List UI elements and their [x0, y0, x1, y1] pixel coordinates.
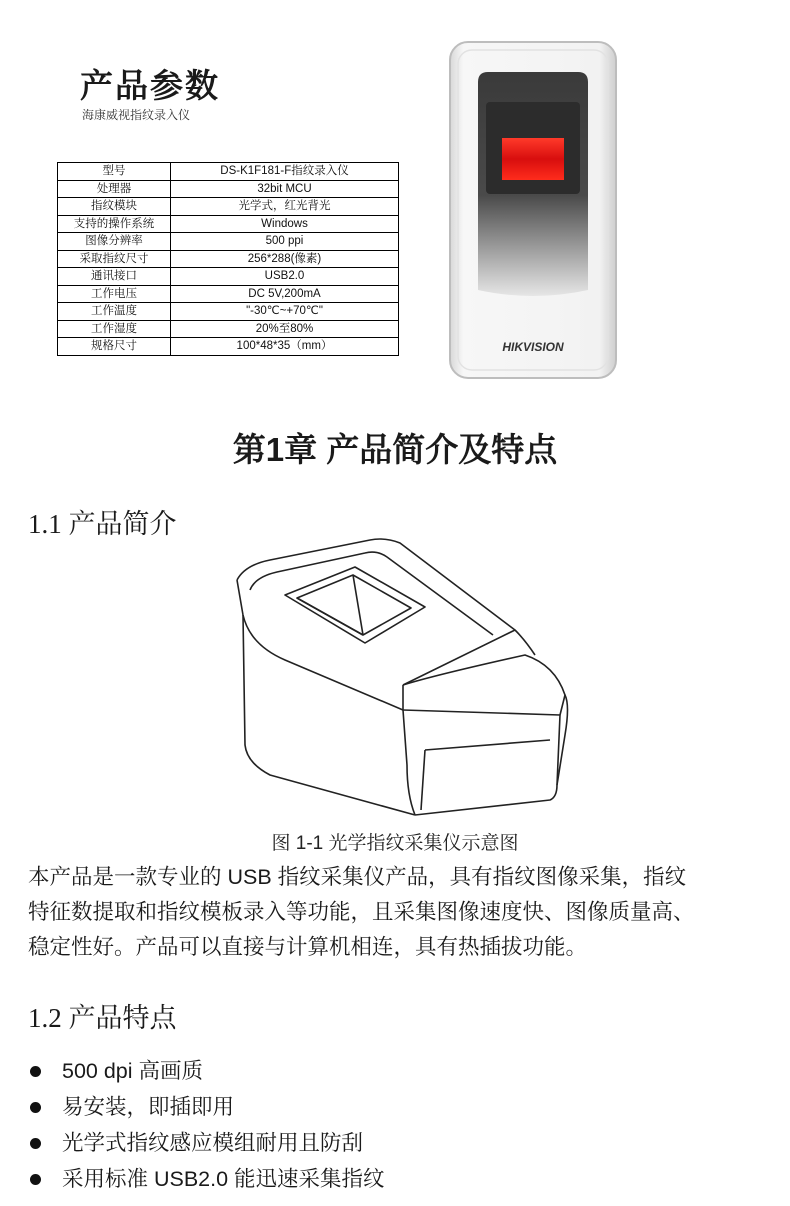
feature-list — [30, 1053, 385, 1197]
spec-value: USB2.0 — [171, 268, 399, 286]
table-row — [58, 198, 399, 216]
spec-value: DC 5V,200mA — [171, 285, 399, 303]
section-number: 1.1 — [28, 509, 62, 539]
feature-text: 500 dpi 高画质 — [62, 1059, 204, 1083]
spec-key: 处理器 — [58, 180, 171, 198]
intro-paragraph — [28, 860, 768, 965]
list-item — [30, 1053, 385, 1089]
feature-text: 光学式指纹感应模组耐用且防刮 — [62, 1131, 364, 1155]
table-row — [58, 268, 399, 286]
table-row — [58, 163, 399, 181]
paragraph-line: 稳定性好。产品可以直接与计算机相连，具有热插拔功能。 — [28, 935, 588, 959]
spec-value: 500 ppi — [171, 233, 399, 251]
feature-text: 易安装，即插即用 — [62, 1095, 235, 1119]
paragraph-line: 本产品是一款专业的 USB 指纹采集仪产品，具有指纹图像采集，指纹 — [28, 865, 687, 889]
spec-key: 规格尺寸 — [58, 338, 171, 356]
figure-caption: 图 1-1 光学指纹采集仪示意图 — [271, 833, 519, 854]
fingerprint-reader-photo — [448, 40, 618, 380]
spec-key: 型号 — [58, 163, 171, 181]
spec-key: 工作电压 — [58, 285, 171, 303]
paragraph-line: 特征数提取和指纹模板录入等功能，且采集图像速度快、图像质量高、 — [28, 900, 695, 924]
spec-key: 通讯接口 — [58, 268, 171, 286]
spec-value: DS-K1F181-F指纹录入仪 — [171, 163, 399, 181]
list-item — [30, 1161, 385, 1197]
table-row — [58, 320, 399, 338]
spec-value: 256*288(像素) — [171, 250, 399, 268]
spec-value: 100*48*35（mm） — [171, 338, 399, 356]
page-subtitle: 海康威视指纹录入仪 — [82, 108, 191, 122]
fingerprint-reader-diagram — [225, 535, 575, 825]
list-item — [30, 1089, 385, 1125]
sensor-window — [502, 138, 564, 180]
spec-value: 32bit MCU — [171, 180, 399, 198]
list-item — [30, 1125, 385, 1161]
page-title: 产品参数 — [80, 67, 220, 104]
section-number: 1.2 — [28, 1003, 62, 1033]
spec-key: 指纹模块 — [58, 198, 171, 216]
bullet-icon — [30, 1066, 41, 1077]
chapter-title: 第1章 产品简介及特点 — [232, 431, 558, 468]
bullet-icon — [30, 1102, 41, 1113]
table-row — [58, 215, 399, 233]
table-row — [58, 303, 399, 321]
section-title: 产品特点 — [68, 1003, 177, 1034]
spec-value: Windows — [171, 215, 399, 233]
bullet-icon — [30, 1138, 41, 1149]
brand-logo: HIKVISION — [502, 340, 564, 354]
spec-key: 图像分辨率 — [58, 233, 171, 251]
spec-key: 工作温度 — [58, 303, 171, 321]
section-heading — [28, 502, 177, 541]
section-title: 产品简介 — [68, 509, 177, 540]
table-row — [58, 233, 399, 251]
spec-key: 工作湿度 — [58, 320, 171, 338]
bullet-icon — [30, 1174, 41, 1185]
table-row — [58, 285, 399, 303]
spec-table — [57, 162, 399, 356]
table-row — [58, 250, 399, 268]
spec-key: 采取指纹尺寸 — [58, 250, 171, 268]
spec-value: 光学式，红光背光 — [171, 198, 399, 216]
spec-key: 支持的操作系统 — [58, 215, 171, 233]
table-row — [58, 180, 399, 198]
section-heading — [28, 996, 177, 1035]
spec-value: 20%至80% — [171, 320, 399, 338]
feature-text: 采用标准 USB2.0 能迅速采集指纹 — [62, 1167, 385, 1191]
table-row — [58, 338, 399, 356]
spec-value: "-30℃~+70℃" — [171, 303, 399, 321]
